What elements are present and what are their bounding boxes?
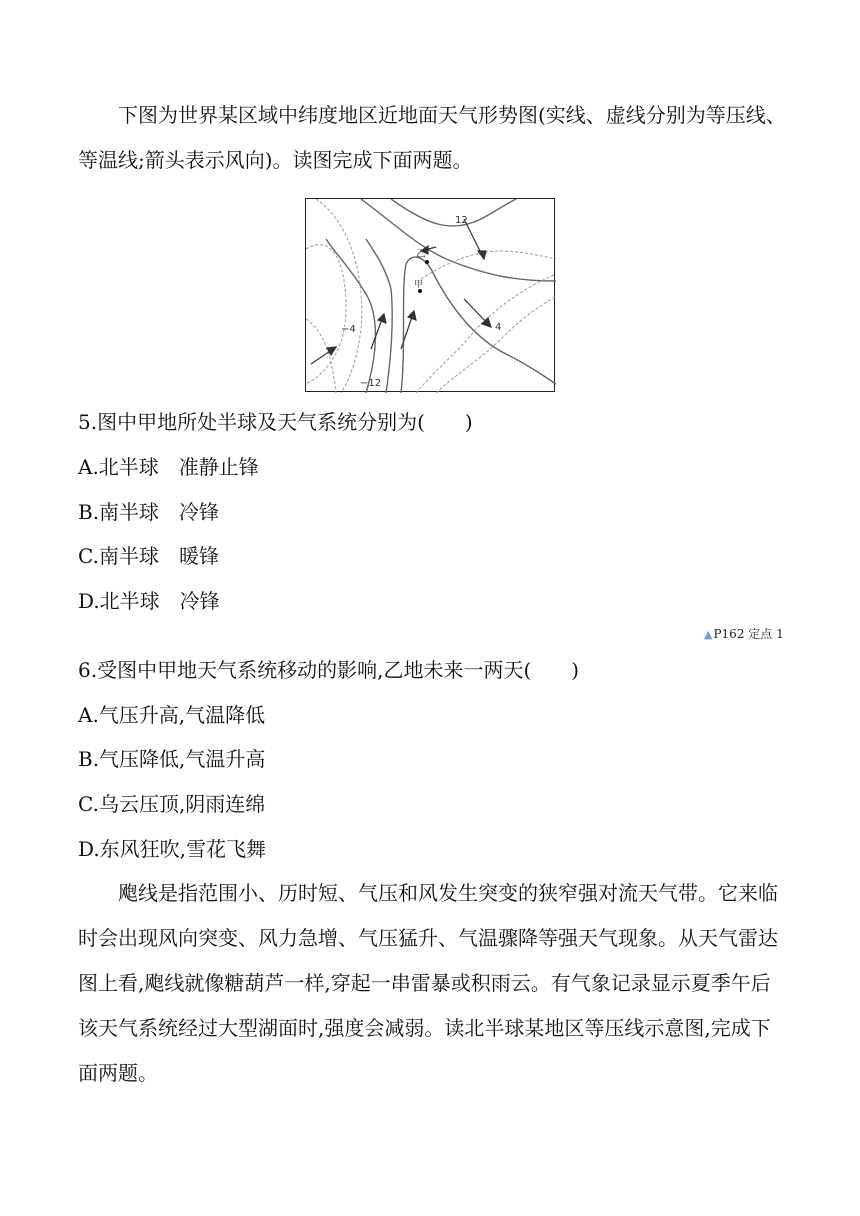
wind-arrow-head [478, 251, 486, 259]
wind-arrow-head [408, 311, 416, 320]
isotherm-line [306, 319, 336, 393]
book-icon: ▲ [704, 628, 713, 641]
reference-note [704, 625, 784, 642]
q6-option-d: D.东风狂吹,雪花飞舞 [78, 837, 267, 861]
weather-map-figure [305, 198, 555, 392]
label-isotherm-minus4: −4 [341, 324, 356, 335]
isotherms [306, 199, 556, 393]
squall-paragraph: 飑线是指范围小、历时短、气压和风发生突变的狭窄强对流天气带。它来临时会出现风向突变、风力急增、气压猛升、气温骤降等强天气现象。从天气雷达图上看,飑线就像糖葫芦一样,穿起一串雷暴或积雨云。有气象记录显示夏季午后该天气系统经过大型湖面时,强度会减弱。读北半球某地区等压线示意图,完成下面两题。 [78, 881, 778, 1085]
q5-option-a: A.北半球 准静止锋 [78, 455, 259, 479]
point-yi-marker [425, 260, 429, 264]
isotherm-line [436, 297, 556, 393]
q5-option-c: C.南半球 暖锋 [78, 544, 219, 568]
isotherm-line [316, 199, 362, 393]
isobar-line [391, 199, 516, 226]
q5-stem: 5.图中甲地所处半球及天气系统分别为( ) [78, 410, 473, 434]
reference-text: P162 定点 1 [713, 627, 784, 641]
label-yi: 乙 [416, 249, 426, 260]
q6-option-b: B.气压降低,气温升高 [78, 747, 266, 771]
intro-paragraph: 下图为世界某区域中纬度地区近地面天气形势图(实线、虚线分别为等压线、等温线;箭头表示风向)。读图完成下面两题。 [78, 103, 786, 172]
q6-option-a: A.气压升高,气温降低 [78, 703, 266, 727]
label-jia: 甲 [414, 280, 424, 290]
label-isobar-12: 12 [455, 215, 468, 226]
q6-stem: 6.受图中甲地天气系统移动的影响,乙地未来一两天( ) [78, 658, 580, 682]
weather-map-svg [306, 199, 556, 393]
q6-option-c: C.乌云压顶,阴雨连绵 [78, 792, 266, 816]
wind-arrow-head [378, 314, 386, 323]
label-isobar-4: 4 [495, 322, 502, 333]
isobar-line [401, 257, 556, 393]
label-isotherm-minus12: −12 [360, 378, 382, 389]
isobar-line [366, 239, 392, 393]
q5-option-b: B.南半球 冷锋 [78, 500, 220, 524]
isobar-line [361, 199, 556, 281]
q5-option-d: D.北半球 冷锋 [78, 589, 220, 613]
wind-arrows [311, 219, 491, 364]
isobar-line [326, 239, 375, 393]
isotherm-line [416, 274, 556, 393]
isotherm-line [421, 251, 556, 279]
isobars [326, 199, 556, 393]
